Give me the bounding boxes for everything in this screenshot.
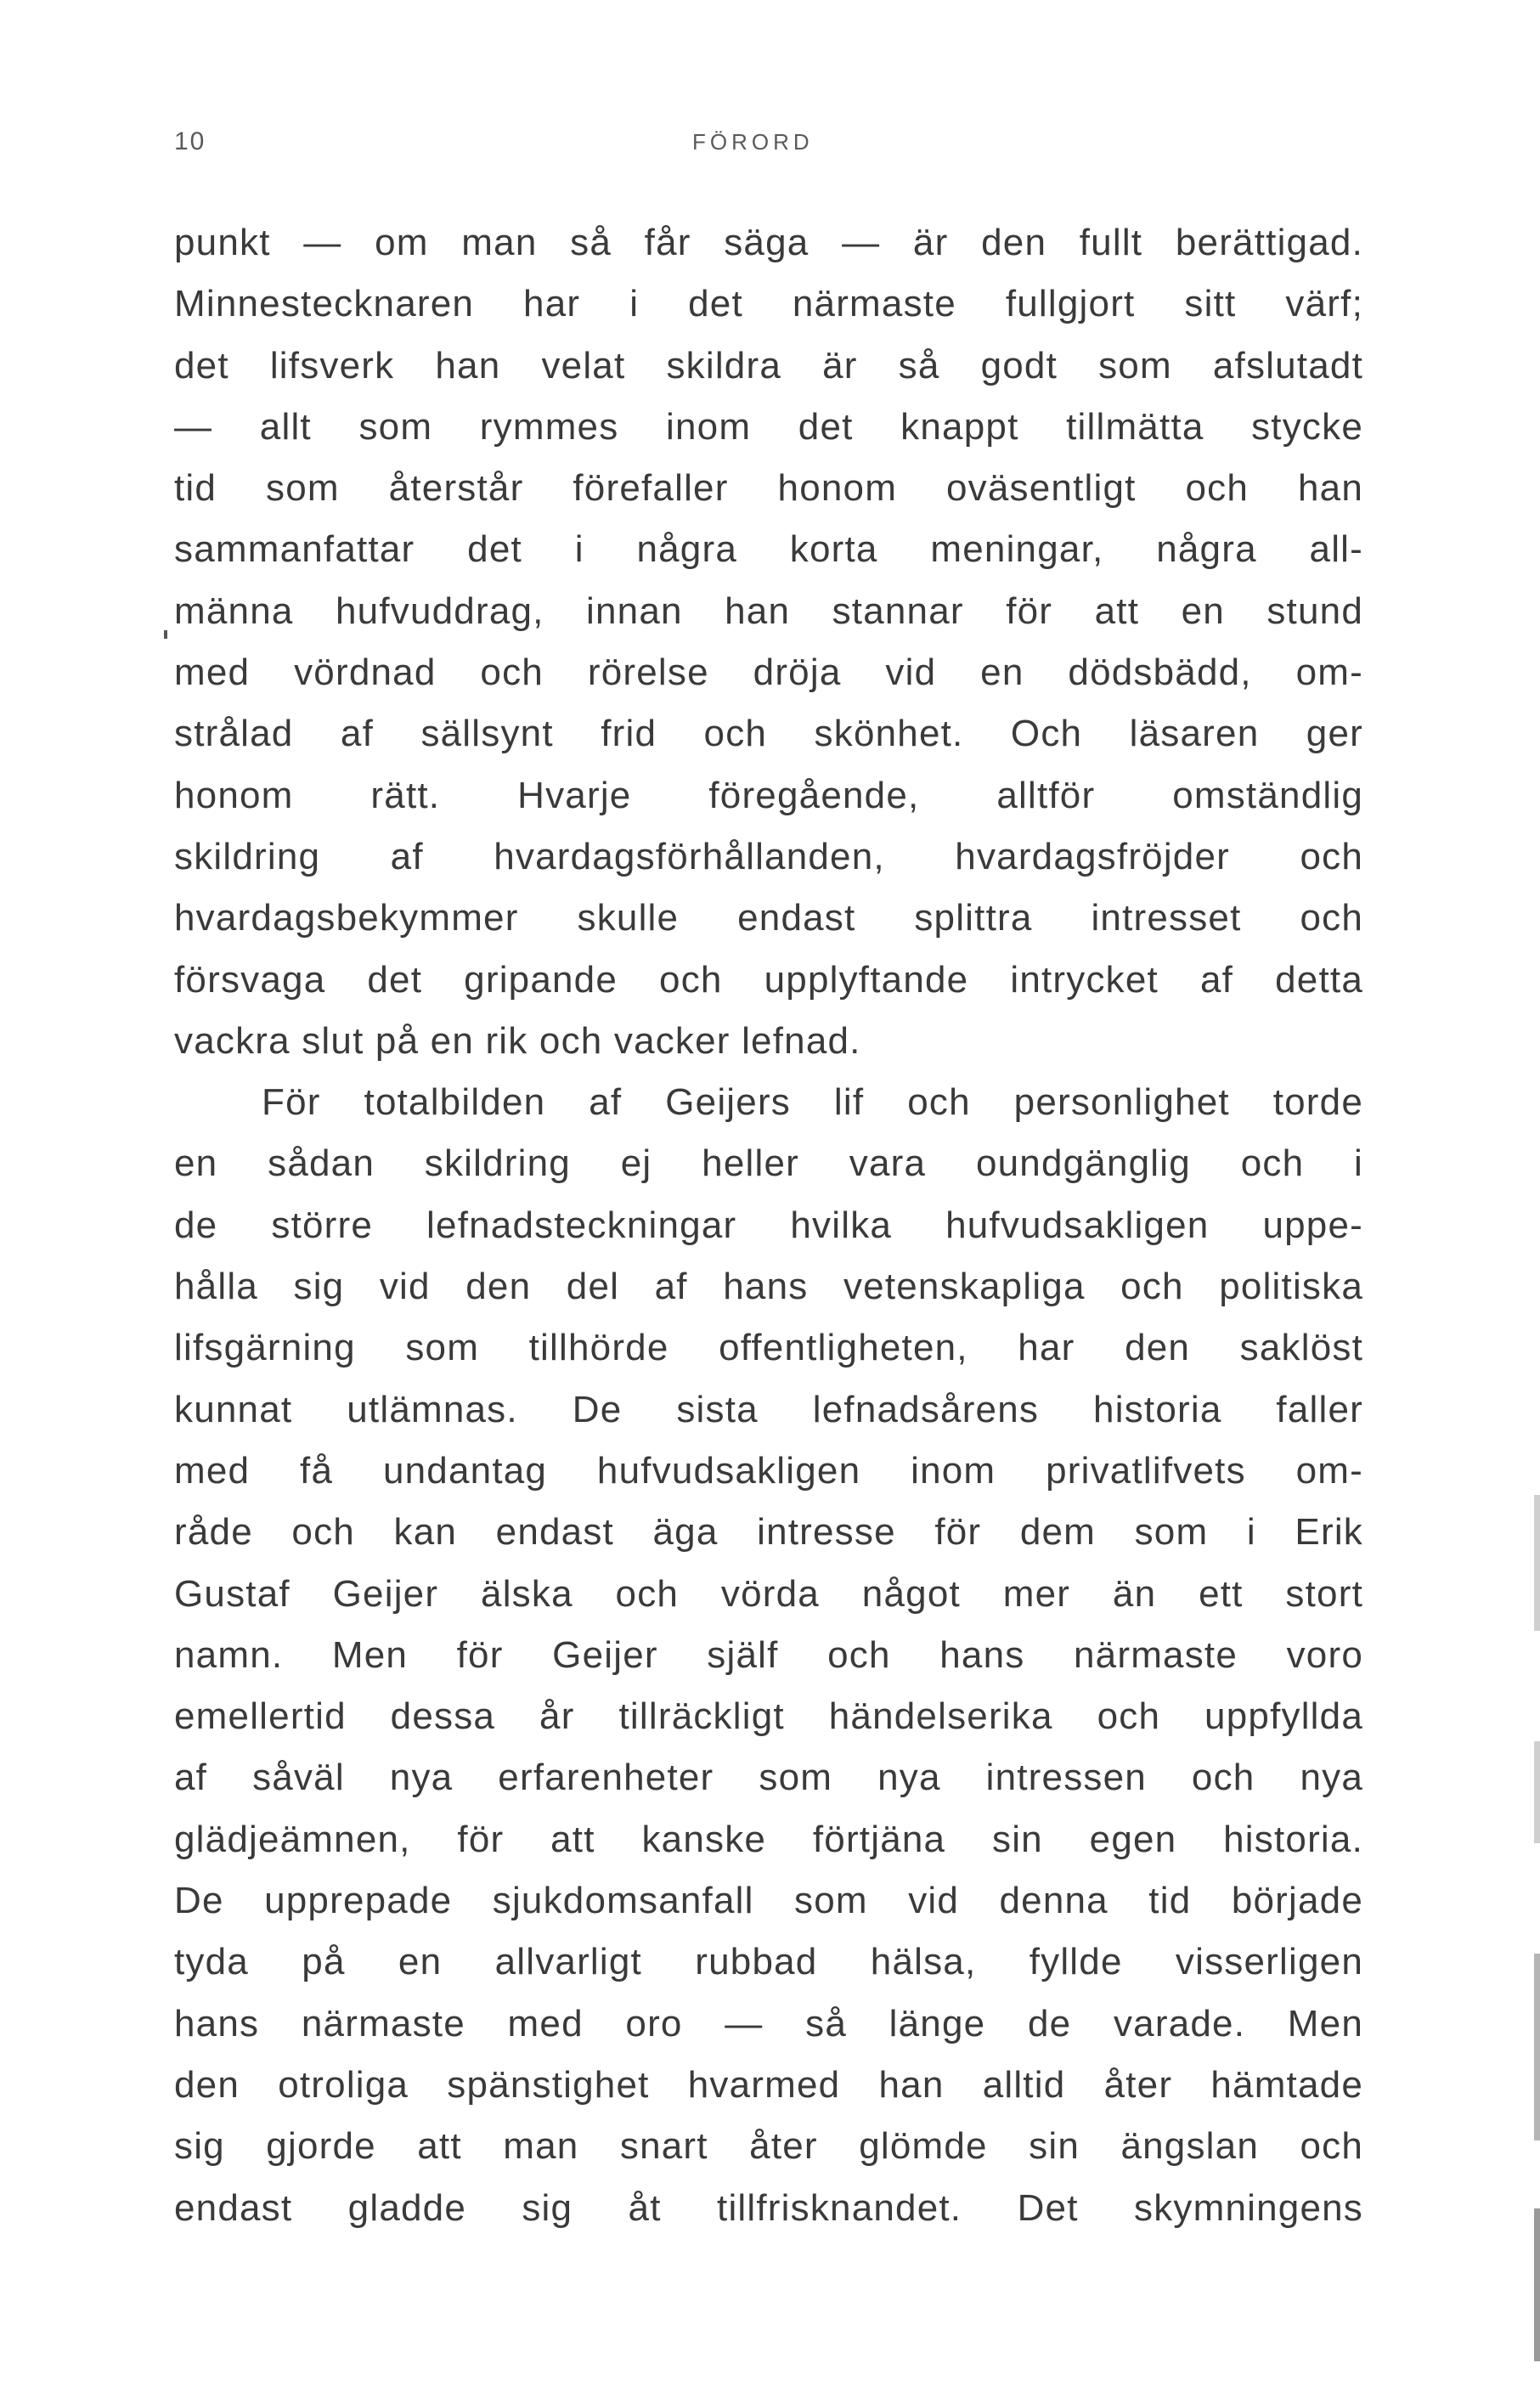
- text-line: tid som återstår förefaller honom oväsentligt och han: [174, 467, 1363, 510]
- text-line: glädjeämnen, för att kanske förtjäna sin egen historia.: [174, 1818, 1363, 1860]
- text-line: De upprepade sjukdomsanfall som vid denna tid började: [174, 1880, 1363, 1922]
- page-edge-shadow: [1534, 1741, 1540, 1843]
- text-line: hans närmaste med oro — så länge de varade. Men: [174, 2002, 1363, 2044]
- text-line: hålla sig vid den del af hans vetenskapliga och politiska: [174, 1266, 1363, 1308]
- print-speck: [164, 630, 167, 639]
- text-line: männa hufvuddrag, innan han stannar för att en stund: [174, 589, 1363, 632]
- text-line: den otroliga spänstighet hvarmed han alltid åter hämtade: [174, 2063, 1363, 2106]
- paragraph-end-line: vackra slut på en rik och vacker lefnad.: [174, 1019, 861, 1062]
- page-number: 10: [174, 127, 206, 155]
- paragraph-start-line: För totalbilden af Geijers lif och personlighet torde: [262, 1081, 1363, 1124]
- text-line: försvaga det gripande och upplyftande intrycket af detta: [174, 958, 1363, 1001]
- text-line: det lifsverk han velat skildra är så godt som afslutadt: [174, 344, 1363, 386]
- text-line: med få undantag hufvudsakligen inom privatlifvets om-: [174, 1449, 1363, 1492]
- text-line: tyda på en allvarligt rubbad hälsa, fyllde visserligen: [174, 1941, 1363, 1983]
- body-text: [174, 212, 1363, 2239]
- text-line: sig gjorde att man snart åter glömde sin ängslan och: [174, 2125, 1363, 2168]
- text-line: hvardagsbekymmer skulle endast splittra intresset och: [174, 897, 1363, 939]
- text-line: strålad af sällsynt frid och skönhet. Och läsaren ger: [174, 713, 1363, 755]
- page-edge-shadow: [1534, 2208, 1540, 2361]
- text-line: namn. Men för Geijer själf och hans närmaste voro: [174, 1633, 1363, 1676]
- text-line: lifsgärning som tillhörde offentligheten, har den saklöst: [174, 1327, 1363, 1369]
- text-line: — allt som rymmes inom det knappt tillmätta stycke: [174, 405, 1363, 448]
- running-title: FÖRORD: [692, 129, 814, 155]
- text-line: kunnat utlämnas. De sista lefnadsårens historia faller: [174, 1388, 1363, 1430]
- text-line: punkt — om man så får säga — är den fullt berättigad.: [174, 222, 1363, 263]
- text-line: emellertid dessa år tillräckligt händelserika och uppfyllda: [174, 1695, 1363, 1738]
- text-line: de större lefnadsteckningar hvilka hufvudsakligen uppe-: [174, 1204, 1363, 1246]
- text-line: Gustaf Geijer älska och vörda något mer än ett stort: [174, 1572, 1363, 1615]
- text-line: honom rätt. Hvarje föregående, alltför omständlig: [174, 774, 1363, 816]
- text-line: sammanfattar det i några korta meningar, några all-: [174, 528, 1363, 571]
- text-line: af såväl nya erfarenheter som nya intressen och nya: [174, 1757, 1363, 1799]
- page-edge-shadow: [1534, 1495, 1540, 1631]
- text-line: en sådan skildring ej heller vara oundgänglig och i: [174, 1142, 1363, 1185]
- text-line: skildring af hvardagsförhållanden, hvardagsfröjder och: [174, 835, 1363, 877]
- running-head: [174, 127, 1363, 170]
- text-line: med vördnad och rörelse dröja vid en dödsbädd, om-: [174, 651, 1363, 694]
- page-edge-shadow: [1534, 1954, 1540, 2140]
- text-line: endast gladde sig åt tillfrisknandet. Det skymningens: [174, 2186, 1363, 2229]
- text-line: Minnestecknaren har i det närmaste fullgjort sitt värf;: [174, 283, 1363, 325]
- text-line: råde och kan endast äga intresse för dem som i Erik: [174, 1511, 1363, 1554]
